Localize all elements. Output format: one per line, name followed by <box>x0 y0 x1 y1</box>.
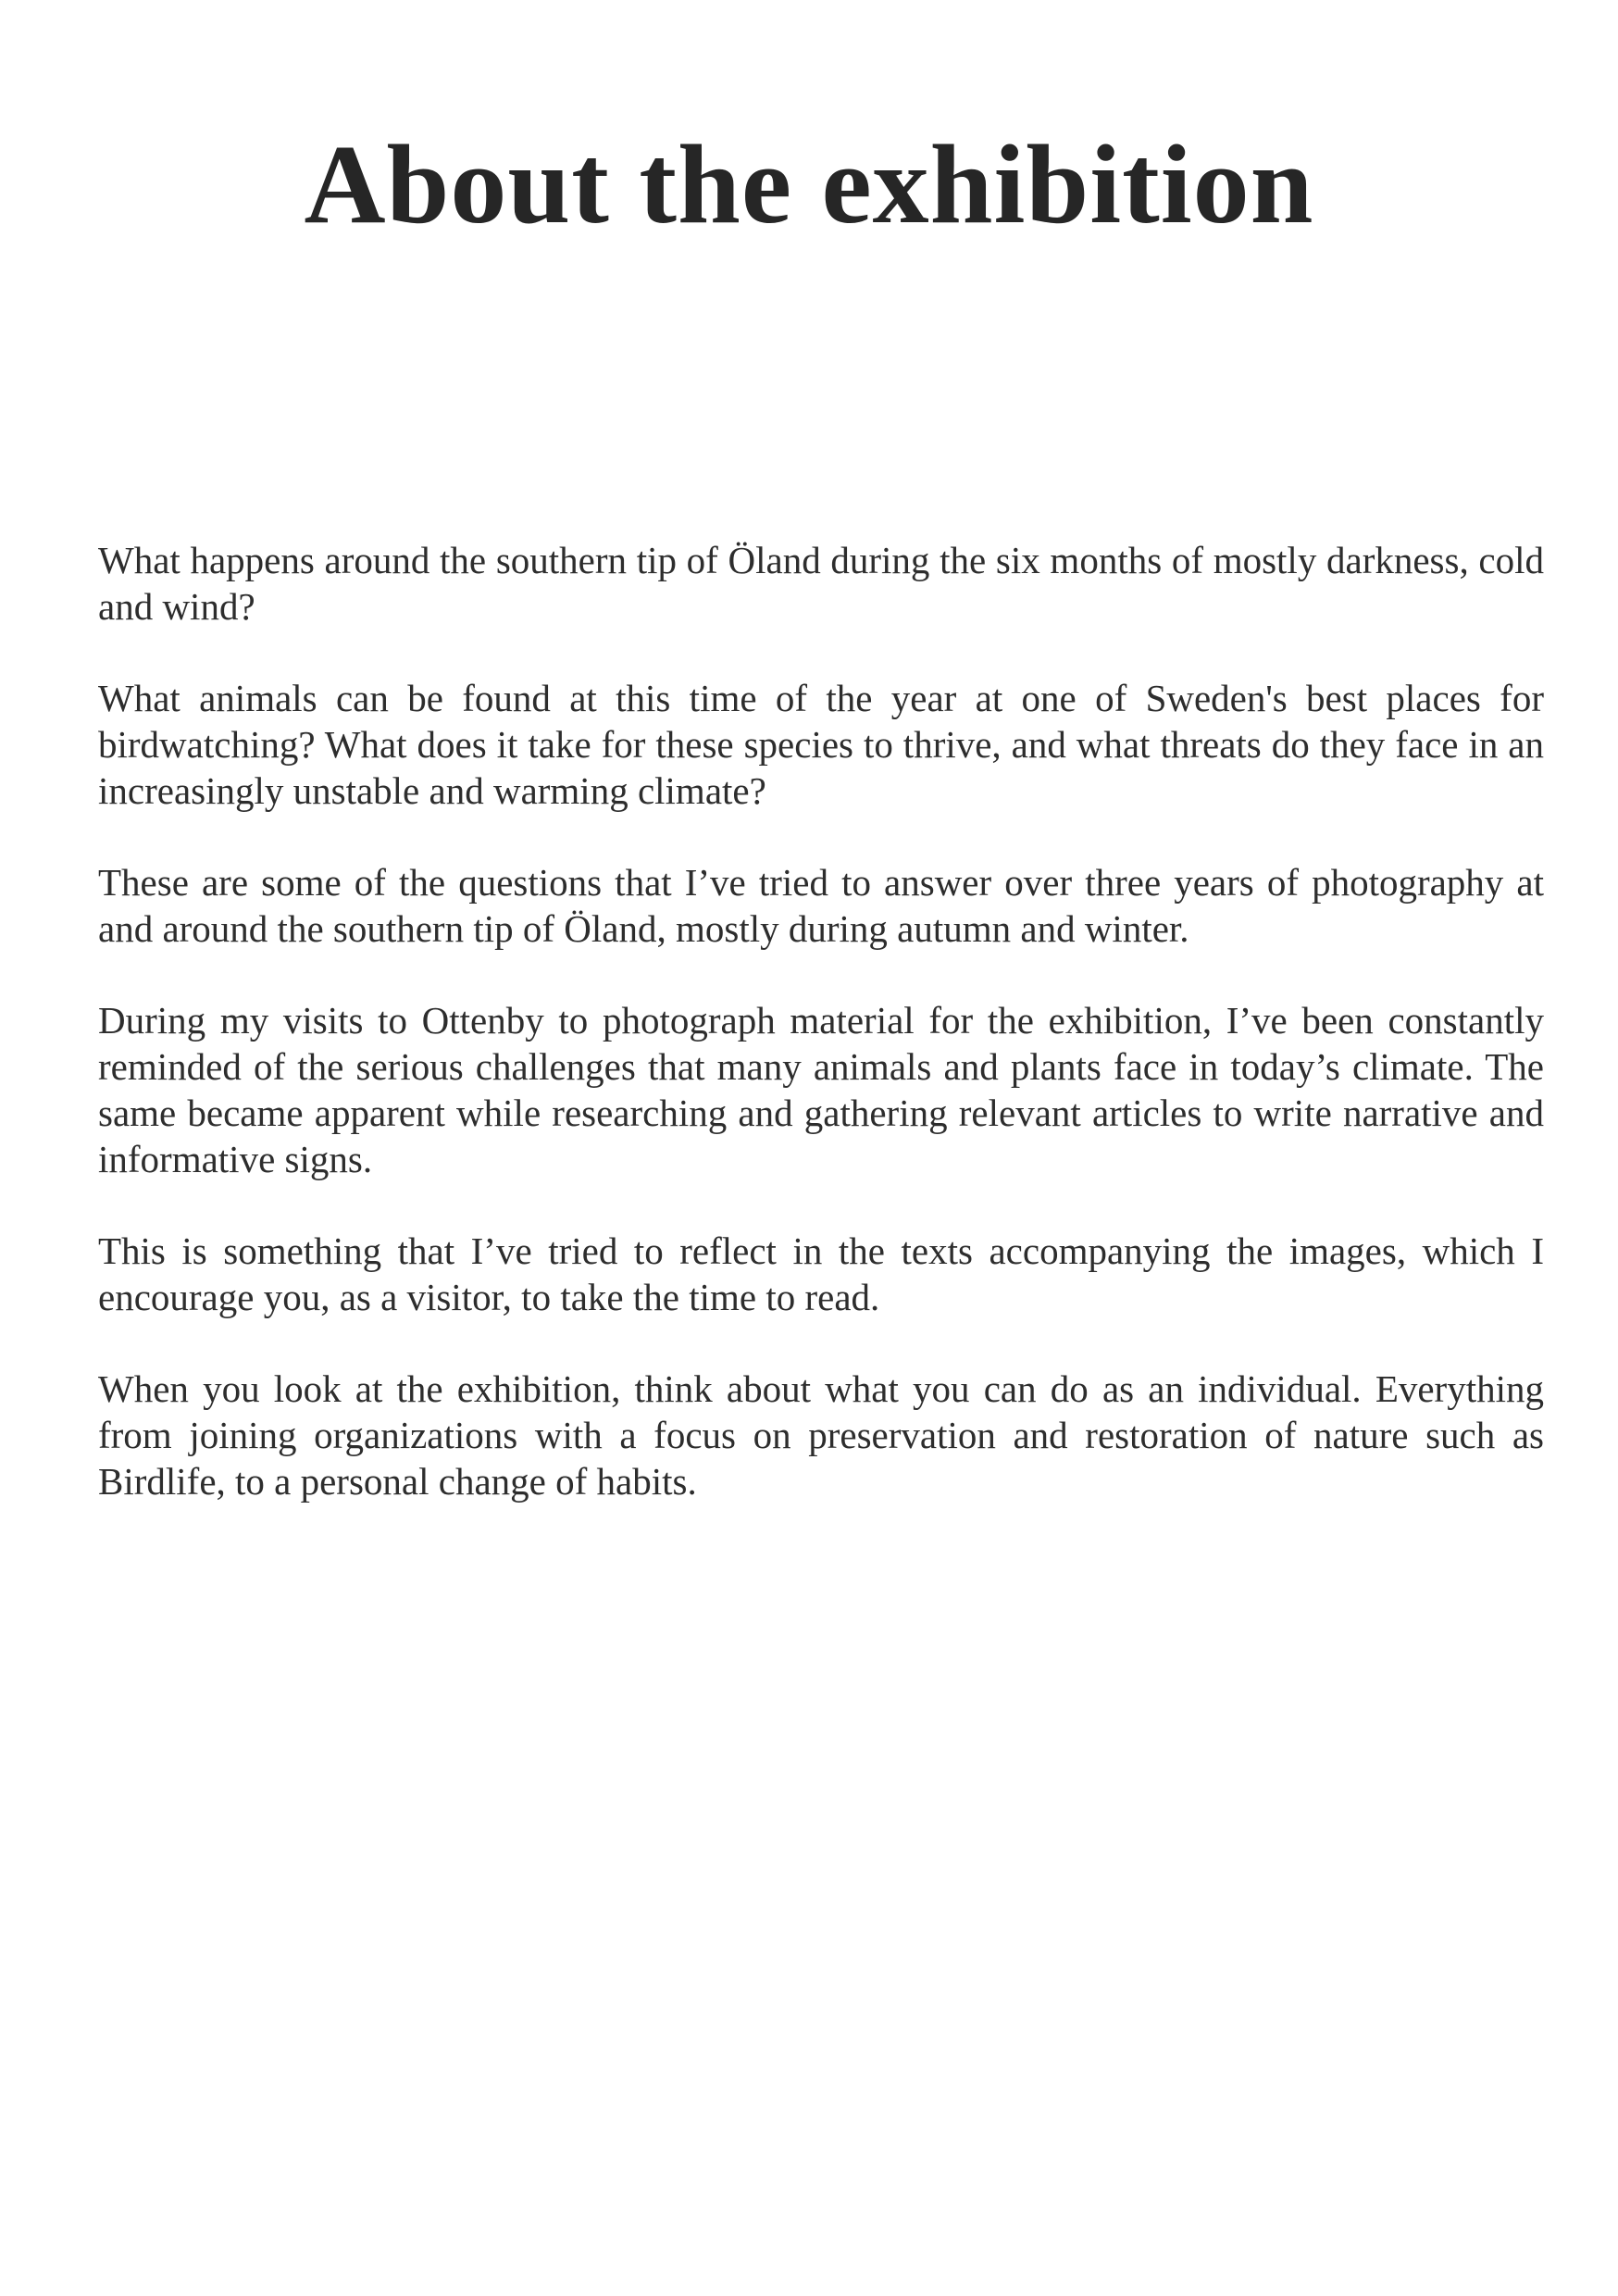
paragraph-6: When you look at the exhibition, think about what you can do as an individual. Everything from joining organizations with a focus on preservation and restoration of nature such as Birdlife, to a personal change of habits. <box>98 1367 1544 1503</box>
page-title: About the exhibition <box>304 122 1314 247</box>
paragraph-3: These are some of the questions that I’ve tried to answer over three years of photography at and around the southern tip of Öland, mostly during autumn and winter. <box>98 861 1544 950</box>
paragraph-2: What animals can be found at this time of the year at one of Sweden's best places for birdwatching? What does it take for these species to thrive, and what threats do they face in an increasingly unstable and warming climate? <box>98 677 1544 812</box>
paragraph-1: What happens around the southern tip of Öland during the six months of mostly darkness, cold and wind? <box>98 539 1544 628</box>
body-text <box>98 537 1544 1550</box>
paragraph-5: This is something that I’ve tried to reflect in the texts accompanying the images, which I encourage you, as a visitor, to take the time to read. <box>98 1229 1544 1318</box>
paragraph-4: During my visits to Ottenby to photograph material for the exhibition, I’ve been constantly reminded of the serious challenges that many animals and plants face in today’s climate. The same became apparent while researching and gathering relevant articles to write narrative and informative signs. <box>98 999 1544 1180</box>
